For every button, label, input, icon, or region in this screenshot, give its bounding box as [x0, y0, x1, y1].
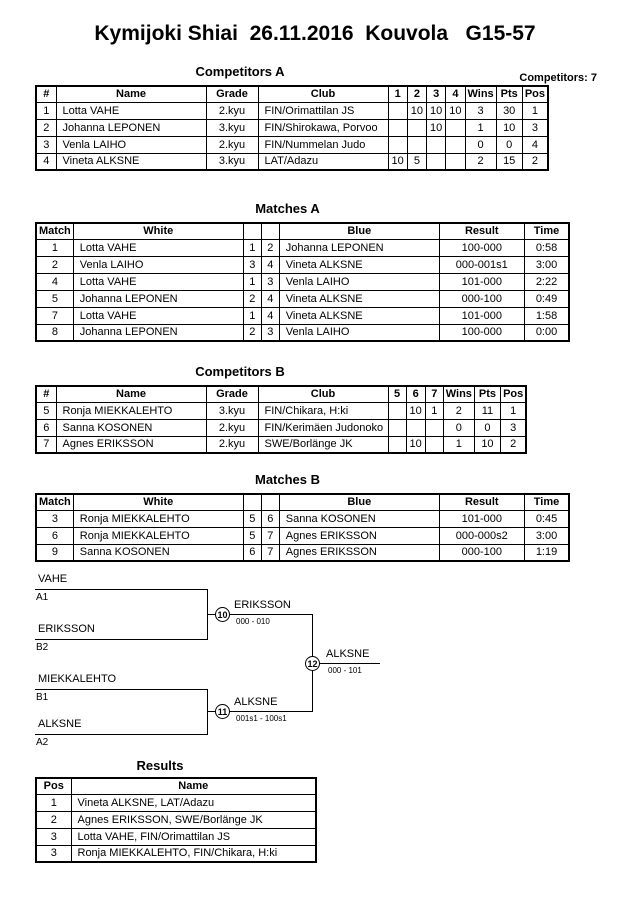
- bracket-winner-label: ALKSNE: [234, 696, 278, 708]
- cell-match: 8: [36, 324, 73, 341]
- cell-blue: Vineta ALKSNE: [279, 256, 439, 273]
- cell-blue: Vineta ALKSNE: [279, 290, 439, 307]
- cell-scores-1: [406, 419, 425, 436]
- cell-wins: 1: [443, 436, 474, 453]
- section-heading-results: Results: [136, 758, 184, 773]
- column-header: [261, 223, 279, 239]
- cell-name: Venla LAIHO: [56, 136, 206, 153]
- column-header: 5: [388, 386, 406, 402]
- cell-club: FIN/Shirokawa, Porvoo: [258, 119, 388, 136]
- table-row: [36, 419, 526, 436]
- column-header: Time: [524, 494, 569, 510]
- cell-w_num: 5: [243, 510, 261, 527]
- cell-white: Ronja MIEKKALEHTO: [73, 527, 243, 544]
- cell-name: Ronja MIEKKALEHTO: [56, 402, 206, 419]
- cell-white: Venla LAIHO: [73, 256, 243, 273]
- cell-num: 3: [36, 136, 56, 153]
- bracket-match-number: 12: [305, 656, 320, 671]
- cell-pos: 3: [500, 419, 526, 436]
- matches-b-table: [35, 493, 570, 562]
- cell-name: Vineta ALKSNE, LAT/Adazu: [71, 794, 316, 811]
- cell-grade: 2.kyu: [206, 102, 258, 119]
- cell-result: 000-000s2: [439, 527, 524, 544]
- cell-scores-0: [388, 436, 406, 453]
- cell-result: 100-000: [439, 324, 524, 341]
- column-header: Pts: [474, 386, 500, 402]
- section-heading-matches-b: Matches B: [254, 472, 321, 487]
- column-header: Pos: [500, 386, 526, 402]
- table-header-row: [36, 494, 569, 510]
- cell-match: 6: [36, 527, 73, 544]
- cell-scores-3: [446, 153, 465, 170]
- column-header: Club: [258, 86, 388, 102]
- cell-w_num: 1: [243, 273, 261, 290]
- cell-time: 1:19: [524, 544, 569, 561]
- cell-match: 4: [36, 273, 73, 290]
- table-row: [36, 402, 526, 419]
- table-row: [36, 845, 316, 862]
- cell-result: 000-001s1: [439, 256, 524, 273]
- cell-b_num: 6: [261, 510, 279, 527]
- column-header: Pos: [36, 778, 71, 794]
- cell-scores-2: [425, 419, 443, 436]
- bracket-seed-label: B1: [36, 692, 49, 703]
- cell-scores-2: 10: [427, 119, 446, 136]
- cell-match: 5: [36, 290, 73, 307]
- cell-club: SWE/Borlänge JK: [258, 436, 388, 453]
- cell-scores-2: [427, 153, 446, 170]
- cell-scores-2: 1: [425, 402, 443, 419]
- table-row: [36, 794, 316, 811]
- table-row: [36, 153, 548, 170]
- cell-pts: 0: [496, 136, 522, 153]
- cell-time: 1:58: [524, 307, 569, 324]
- column-header: Match: [36, 223, 73, 239]
- cell-name: Johanna LEPONEN: [56, 119, 206, 136]
- cell-scores-2: [425, 436, 443, 453]
- table-header-row: [36, 778, 316, 794]
- cell-scores-1: [407, 136, 426, 153]
- cell-pos: 2: [36, 811, 71, 828]
- cell-scores-1: [407, 119, 426, 136]
- cell-scores-1: 10: [406, 436, 425, 453]
- cell-w_num: 1: [243, 307, 261, 324]
- column-header: 1: [388, 86, 407, 102]
- cell-pts: 30: [496, 102, 522, 119]
- cell-result: 101-000: [439, 510, 524, 527]
- cell-pos: 3: [36, 845, 71, 862]
- cell-result: 101-000: [439, 307, 524, 324]
- bracket-match-line: [35, 689, 207, 690]
- bracket-seed-label: A2: [36, 737, 49, 748]
- table-row: [36, 527, 569, 544]
- cell-pts: 15: [496, 153, 522, 170]
- column-header: [243, 494, 261, 510]
- table-row: [36, 324, 569, 341]
- cell-b_num: 3: [261, 324, 279, 341]
- column-header: 6: [406, 386, 425, 402]
- cell-grade: 3.kyu: [206, 119, 258, 136]
- column-header: Blue: [279, 494, 439, 510]
- cell-num: 4: [36, 153, 56, 170]
- cell-name: Agnes ERIKSSON, SWE/Borlänge JK: [71, 811, 316, 828]
- cell-w_num: 3: [243, 256, 261, 273]
- bracket-match-number: 10: [215, 607, 230, 622]
- tournament-sheet: [0, 22, 630, 863]
- matches-a-table: [35, 222, 570, 342]
- cell-name: Sanna KOSONEN: [56, 419, 206, 436]
- cell-b_num: 4: [261, 290, 279, 307]
- bracket-match-line: [35, 589, 207, 590]
- column-header: Wins: [443, 386, 474, 402]
- bracket-seed-label: A1: [36, 592, 49, 603]
- cell-wins: 2: [443, 402, 474, 419]
- column-header: 7: [425, 386, 443, 402]
- column-header: #: [36, 86, 56, 102]
- cell-blue: Venla LAIHO: [279, 273, 439, 290]
- cell-match: 2: [36, 256, 73, 273]
- cell-white: Johanna LEPONEN: [73, 290, 243, 307]
- column-header: Club: [258, 386, 388, 402]
- cell-w_num: 2: [243, 324, 261, 341]
- cell-match: 7: [36, 307, 73, 324]
- cell-name: Vineta ALKSNE: [56, 153, 206, 170]
- cell-pts: 11: [474, 402, 500, 419]
- cell-white: Lotta VAHE: [73, 307, 243, 324]
- bracket-player-label: VAHE: [38, 573, 68, 585]
- cell-blue: Agnes ERIKSSON: [279, 527, 439, 544]
- cell-b_num: 7: [261, 527, 279, 544]
- cell-scores-1: 5: [407, 153, 426, 170]
- cell-match: 1: [36, 239, 73, 256]
- column-header: #: [36, 386, 56, 402]
- cell-b_num: 4: [261, 256, 279, 273]
- cell-club: FIN/Chikara, H:ki: [258, 402, 388, 419]
- cell-name: Lotta VAHE: [56, 102, 206, 119]
- cell-num: 5: [36, 402, 56, 419]
- cell-name: Ronja MIEKKALEHTO, FIN/Chikara, H:ki: [71, 845, 316, 862]
- cell-b_num: 3: [261, 273, 279, 290]
- cell-time: 3:00: [524, 527, 569, 544]
- cell-pos: 2: [500, 436, 526, 453]
- results-table: [35, 777, 317, 863]
- table-header-row: [36, 223, 569, 239]
- cell-pos: 1: [500, 402, 526, 419]
- column-header: Name: [71, 778, 316, 794]
- cell-time: 0:00: [524, 324, 569, 341]
- bracket-match-line: [35, 639, 207, 640]
- cell-result: 000-100: [439, 544, 524, 561]
- column-header: Result: [439, 223, 524, 239]
- cell-white: Lotta VAHE: [73, 273, 243, 290]
- cell-grade: 3.kyu: [206, 153, 258, 170]
- table-row: [36, 256, 569, 273]
- cell-w_num: 2: [243, 290, 261, 307]
- cell-b_num: 2: [261, 239, 279, 256]
- cell-blue: Johanna LEPONEN: [279, 239, 439, 256]
- cell-scores-1: 10: [406, 402, 425, 419]
- cell-scores-0: [388, 102, 407, 119]
- section-heading-matches-a: Matches A: [255, 201, 320, 216]
- bracket-result: 001s1 - 100s1: [236, 714, 287, 723]
- column-header: Blue: [279, 223, 439, 239]
- competitors-b-table: [35, 385, 527, 454]
- cell-club: FIN/Orimattilan JS: [258, 102, 388, 119]
- table-row: [36, 544, 569, 561]
- cell-result: 101-000: [439, 273, 524, 290]
- cell-b_num: 7: [261, 544, 279, 561]
- cell-result: 100-000: [439, 239, 524, 256]
- column-header: 3: [427, 86, 446, 102]
- cell-wins: 3: [465, 102, 496, 119]
- bracket-match-number: 11: [215, 704, 230, 719]
- cell-pts: 0: [474, 419, 500, 436]
- cell-pos: 1: [36, 794, 71, 811]
- bracket-result: 000 - 101: [328, 666, 362, 675]
- cell-num: 1: [36, 102, 56, 119]
- cell-blue: Vineta ALKSNE: [279, 307, 439, 324]
- cell-club: FIN/Nummelan Judo: [258, 136, 388, 153]
- cell-scores-0: [388, 402, 406, 419]
- cell-scores-0: [388, 119, 407, 136]
- cell-pos: 4: [522, 136, 548, 153]
- table-row: [36, 811, 316, 828]
- cell-pos: 1: [522, 102, 548, 119]
- cell-blue: Sanna KOSONEN: [279, 510, 439, 527]
- cell-scores-2: [427, 136, 446, 153]
- cell-white: Sanna KOSONEN: [73, 544, 243, 561]
- section-heading-competitors-a: Competitors A: [195, 64, 285, 79]
- cell-grade: 2.kyu: [206, 419, 258, 436]
- cell-scores-0: [388, 136, 407, 153]
- column-header: Time: [524, 223, 569, 239]
- column-header: Wins: [465, 86, 496, 102]
- column-header: Name: [56, 386, 206, 402]
- column-header: 2: [407, 86, 426, 102]
- cell-scores-1: 10: [407, 102, 426, 119]
- column-header: Pts: [496, 86, 522, 102]
- table-row: [36, 273, 569, 290]
- cell-grade: 3.kyu: [206, 402, 258, 419]
- cell-scores-3: [446, 136, 465, 153]
- bracket-result: 000 - 010: [236, 617, 270, 626]
- section-heading-competitors-b: Competitors B: [195, 364, 285, 379]
- column-header: Result: [439, 494, 524, 510]
- cell-name: Lotta VAHE, FIN/Orimattilan JS: [71, 828, 316, 845]
- cell-num: 2: [36, 119, 56, 136]
- cell-grade: 2.kyu: [206, 436, 258, 453]
- cell-scores-0: 10: [388, 153, 407, 170]
- cell-pos: 2: [522, 153, 548, 170]
- cell-white: Ronja MIEKKALEHTO: [73, 510, 243, 527]
- bracket-player-label: MIEKKALEHTO: [38, 673, 117, 685]
- bracket-join-line: [207, 689, 208, 735]
- bracket-winner-line: [312, 663, 380, 664]
- cell-time: 0:58: [524, 239, 569, 256]
- table-row: [36, 239, 569, 256]
- cell-wins: 0: [443, 419, 474, 436]
- cell-result: 000-100: [439, 290, 524, 307]
- cell-wins: 1: [465, 119, 496, 136]
- bracket-winner-label: ERIKSSON: [234, 599, 291, 611]
- table-row: [36, 828, 316, 845]
- cell-white: Lotta VAHE: [73, 239, 243, 256]
- column-header: Match: [36, 494, 73, 510]
- competitors-count-label: Competitors: 7: [519, 72, 597, 84]
- elimination-bracket: [35, 568, 595, 758]
- cell-scores-2: 10: [427, 102, 446, 119]
- column-header: [261, 494, 279, 510]
- cell-blue: Venla LAIHO: [279, 324, 439, 341]
- cell-name: Agnes ERIKSSON: [56, 436, 206, 453]
- cell-club: LAT/Adazu: [258, 153, 388, 170]
- bracket-match-line: [35, 734, 207, 735]
- table-row: [36, 119, 548, 136]
- cell-wins: 0: [465, 136, 496, 153]
- cell-scores-0: [388, 419, 406, 436]
- cell-match: 3: [36, 510, 73, 527]
- column-header: White: [73, 223, 243, 239]
- cell-num: 6: [36, 419, 56, 436]
- table-row: [36, 307, 569, 324]
- column-header: Name: [56, 86, 206, 102]
- cell-grade: 2.kyu: [206, 136, 258, 153]
- column-header: 4: [446, 86, 465, 102]
- column-header: White: [73, 494, 243, 510]
- cell-w_num: 1: [243, 239, 261, 256]
- cell-w_num: 5: [243, 527, 261, 544]
- cell-time: 0:45: [524, 510, 569, 527]
- cell-time: 2:22: [524, 273, 569, 290]
- cell-w_num: 6: [243, 544, 261, 561]
- cell-scores-3: 10: [446, 102, 465, 119]
- cell-b_num: 4: [261, 307, 279, 324]
- column-header: Pos: [522, 86, 548, 102]
- table-row: [36, 102, 548, 119]
- cell-pos: 3: [36, 828, 71, 845]
- column-header: Grade: [206, 86, 258, 102]
- cell-match: 9: [36, 544, 73, 561]
- table-header-row: [36, 386, 526, 402]
- column-header: Grade: [206, 386, 258, 402]
- column-header: [243, 223, 261, 239]
- table-header-row: [36, 86, 548, 102]
- cell-wins: 2: [465, 153, 496, 170]
- cell-blue: Agnes ERIKSSON: [279, 544, 439, 561]
- page-title: Kymijoki Shiai 26.11.2016 Kouvola G15-57: [94, 22, 536, 45]
- bracket-player-label: ERIKSSON: [38, 623, 95, 635]
- cell-club: FIN/Kerimäen Judonoko: [258, 419, 388, 436]
- table-row: [36, 510, 569, 527]
- cell-white: Johanna LEPONEN: [73, 324, 243, 341]
- table-row: [36, 290, 569, 307]
- bracket-seed-label: B2: [36, 642, 49, 653]
- cell-scores-3: [446, 119, 465, 136]
- cell-num: 7: [36, 436, 56, 453]
- cell-pts: 10: [496, 119, 522, 136]
- cell-time: 3:00: [524, 256, 569, 273]
- cell-pts: 10: [474, 436, 500, 453]
- bracket-player-label: ALKSNE: [38, 718, 82, 730]
- competitors-a-table: [35, 85, 549, 171]
- table-row: [36, 136, 548, 153]
- cell-time: 0:49: [524, 290, 569, 307]
- table-row: [36, 436, 526, 453]
- cell-pos: 3: [522, 119, 548, 136]
- bracket-winner-label: ALKSNE: [326, 648, 370, 660]
